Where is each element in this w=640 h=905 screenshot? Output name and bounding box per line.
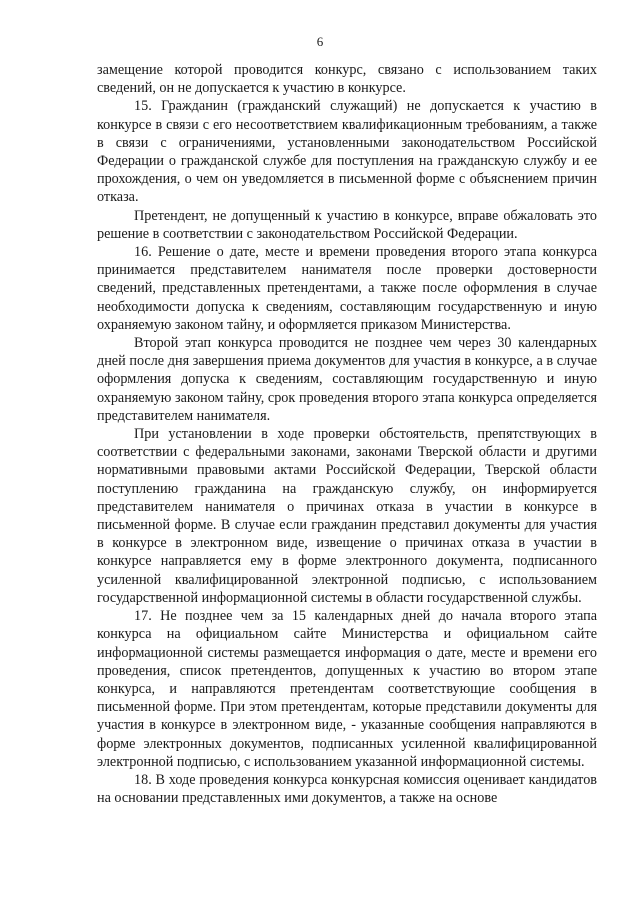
paragraph-second-stage-deadline: Второй этап конкурса проводится не позднее чем через 30 календарных дней после дня завершения приема документов для участия в конкурсе, а в случае оформления допуска к сведениям, составляющим государственную и иную охраняемую законом тайну, срок проведения второго этапа конкурса определяется представителем нанимателя. [97,335,597,424]
paragraph-item-17: 17. Не позднее чем за 15 календарных дней до начала второго этапа конкурса на официальном сайте Министерства и официальном сайте информационной системы размещается информация о дате, месте и времени его проведения, список претендентов, допущенных к участию во втором этапе конкурса, и направляются претендентам соответствующие сообщения в письменной форме. При этом претендентам, которые представили документы для участия в конкурсе в электронном виде, - указанные сообщения направляются в форме электронных документов, подписанных усиленной квалифицированной электронной подписью, с использованием указанной информационной системы. [97,608,597,770]
paragraph-item-16: 16. Решение о дате, месте и времени проведения второго этапа конкурса принимается представителем нанимателя после проверки достоверности сведений, представленных претендентами, а также после оформления в случае необходимости допуска к сведениям, составляющим государственную и иную охраняемую законом тайну, и оформляется приказом Министерства. [97,244,597,333]
paragraph-item-18: 18. В ходе проведения конкурса конкурсная комиссия оценивает кандидатов на основании представленных ими документов, а также на основе [97,771,597,807]
page-number: 6 [316,34,324,49]
document-body [97,61,597,807]
paragraph-continuation: замещение которой проводится конкурс, связано с использованием таких сведений, он не допускается к участию в конкурсе. [97,62,597,97]
paragraph-refusal-notice: При установлении в ходе проверки обстоятельств, препятствующих в соответствии с федеральными законами, законами Тверской области и другими нормативными правовыми актами Российской Федерации, Тверской области поступлению гражданина на гражданскую службу, он информируется представителем нанимателя о причинах отказа в участии в конкурсе в письменной форме. В случае если гражданин представил документы для участия в конкурсе в электронном виде, извещение о причинах отказа в участии в конкурсе направляется ему в форме электронного документа, подписанного усиленной квалифицированной электронной подписью, с использованием государственной информационной системы в области государственной службы. [97,426,597,606]
paragraph-appeal: Претендент, не допущенный к участию в конкурсе, вправе обжаловать это решение в соответствии с законодательством Российской Федерации. [97,207,597,242]
paragraph-item-15: 15. Гражданин (гражданский служащий) не допускается к участию в конкурсе в связи с его несоответствием квалификационным требованиям, а также в связи с ограничениями, установленными законодательством Российской Федерации о гражданской службе для поступления на гражданскую службу и ее прохождения, о чем он уведомляется в письменной форме с объяснением причин отказа. [97,98,597,206]
